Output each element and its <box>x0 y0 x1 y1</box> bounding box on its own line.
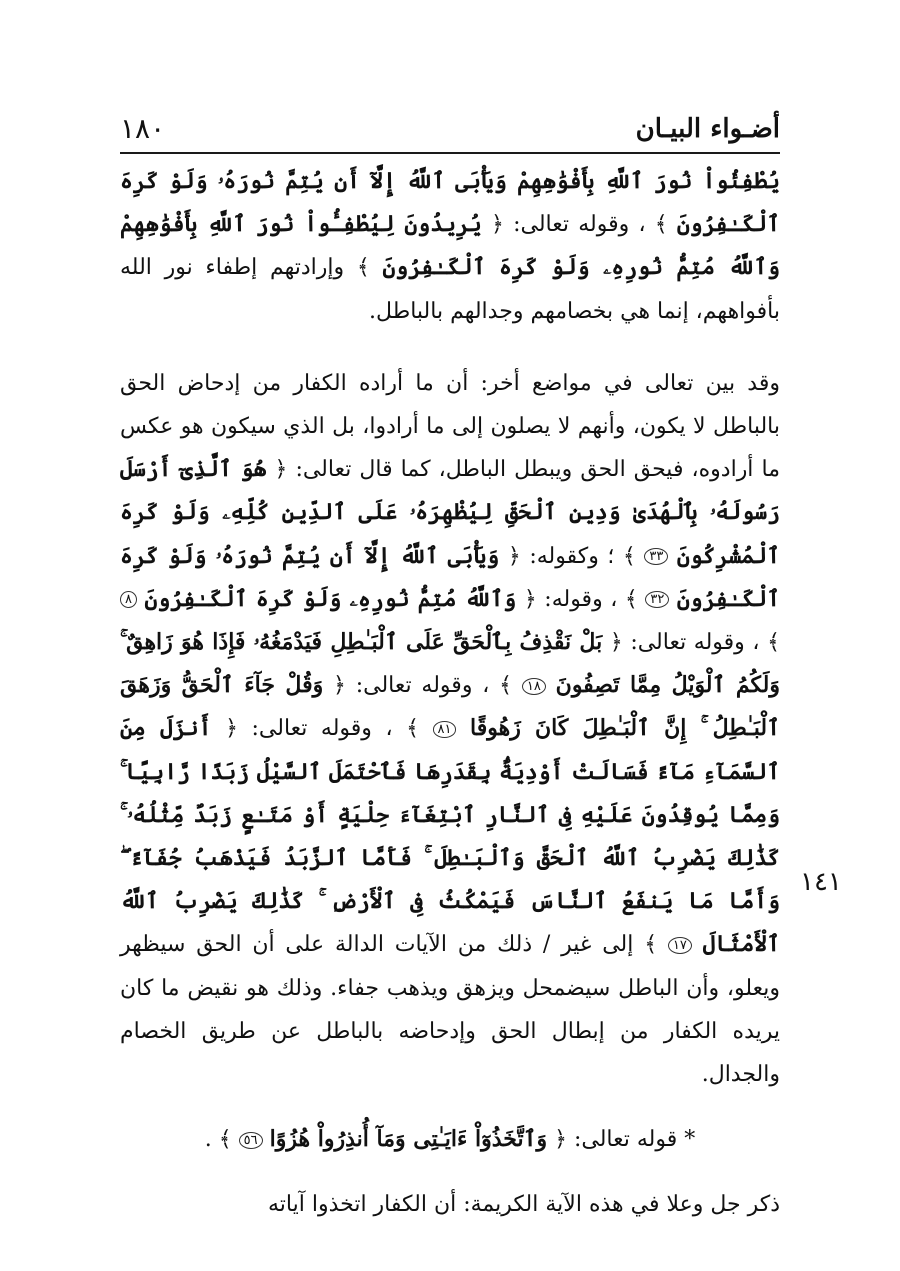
page-number: ١٨٠ <box>120 112 166 145</box>
asterisk-marker: * <box>684 1127 696 1153</box>
quran-verse: أَنزَلَ مِنَ ٱلسَّمَآءِ مَآءً فَسَالَتْ أَوْدِيَةٌۢ بِقَدَرِهَا فَٱحْتَمَلَ ٱلسَّيْلُ زَبَدًا رَّابِيًا ۚ وَمِمَّا يُوقِدُونَ عَلَيْهِ فِى ٱلنَّارِ ٱبْتِغَآءَ حِلْيَةٍ أَوْ مَتَـٰعٍ زَبَدٌ مِّثْلُهُۥ ۚ كَذَٰلِكَ يَضْرِبُ ٱللَّهُ ٱلْحَقَّ وَٱلْبَـٰطِلَ ۚ فَأَمَّا ٱلزَّبَدُ فَيَذْهَبُ جُفَآءً ۖ وَأَمَّا مَا يَنفَعُ ٱلنَّاسَ فَيَمْكُثُ فِى ٱلْأَرْضِ ۚ كَذَٰلِكَ يَضْرِبُ ٱللَّهُ ٱلْأَمْثَالَ <box>120 715 781 958</box>
ornate-bracket-open: ﴿ <box>225 716 238 742</box>
connective-text: ، وقوله: <box>544 586 618 612</box>
quran-verse: هُوَ ٱلَّذِىٓ أَرْسَلَ رَسُولَهُۥ بِٱلْهُدَىٰ وَدِينِ ٱلْحَقِّ لِيُظْهِرَهُۥ عَلَى ٱلدِّينِ كُلِّهِۦ وَلَوْ كَرِهَ ٱلْمُشْرِكُونَ <box>120 456 780 569</box>
paragraph-1 <box>120 160 780 333</box>
connective-text: ، وقوله تعالى: <box>251 716 393 742</box>
ornate-bracket-close: ﴾ <box>499 673 513 699</box>
ornate-bracket-open: ﴿ <box>554 1127 567 1153</box>
verse-number-marker: ١٨ <box>522 678 546 695</box>
paragraph-text: إلى غير / ذلك من الآيات الدالة على أن الحق سيظهر ويعلو، وأن الباطل سيضمحل ويزهق ويذهب جفاء. وذلك هو نقيض ما كان يريده الكفار من إبطال الحق وإدحاضه بالباطل عن طريق الخصام والجدال. <box>120 932 780 1088</box>
punctuation: ، <box>638 212 646 238</box>
margin-page-reference: ١٤١ <box>800 867 842 897</box>
verse-number-marker: ٨١ <box>433 721 457 738</box>
quran-verse: وَيَأْبَى ٱللَّهُ إِلَّآ أَن يُتِمَّ نُورَهُۥ وَلَوْ كَرِهَ ٱلْكَـٰفِرُونَ <box>120 542 781 612</box>
ornate-bracket-close: ﴾ <box>654 212 668 238</box>
ornate-bracket-close: ﴾ <box>644 932 658 958</box>
verse-number-marker: ٨ <box>120 591 137 608</box>
verse-number-marker: ٣٢ <box>645 591 669 608</box>
ornate-bracket-open: ﴿ <box>523 586 537 612</box>
running-header <box>120 108 780 154</box>
paragraph-gap <box>120 1161 780 1183</box>
ornate-bracket-open: ﴿ <box>274 457 288 483</box>
quran-verse: وَقُلْ جَآءَ ٱلْحَقُّ وَزَهَقَ ٱلْبَـٰطِلُ ۚ إِنَّ ٱلْبَـٰطِلَ كَانَ زَهُوقًا <box>120 672 780 742</box>
paragraph-3-heading <box>120 1118 780 1161</box>
punctuation: . <box>204 1127 212 1153</box>
quran-verse: يُرِيدُونَ لِيُطْفِـُٔواْ نُورَ ٱللَّهِ بِأَفْوَٰهِهِمْ وَٱللَّهُ مُتِمُّ نُورِهِۦ وَلَوْ كَرِهَ ٱلْكَـٰفِرُونَ <box>120 211 780 281</box>
body-text <box>120 160 780 1227</box>
quran-verse: يُطْفِئُواْ نُورَ ٱللَّهِ بِأَفْوَٰهِهِمْ وَيَأْبَى ٱللَّهُ إِلَّآ أَن يُتِمَّ نُورَهُۥ وَلَوْ كَرِهَ ٱلْكَـٰفِرُونَ <box>120 168 780 238</box>
ornate-bracket-close: ﴾ <box>218 1127 232 1153</box>
verse-number-marker: ١٧ <box>668 937 692 954</box>
connective-text: ؛ وكقوله: <box>529 543 615 569</box>
ornate-bracket-open: ﴿ <box>333 673 346 699</box>
paragraph-4 <box>120 1183 780 1226</box>
verse-intro: وقوله تعالى: <box>513 212 630 238</box>
quran-verse: بَلْ نَقْذِفُ بِٱلْحَقِّ عَلَى ٱلْبَـٰطِلِ فَيَدْمَغُهُۥ فَإِذَا هُوَ زَاهِقٌ ۚ وَلَكُمُ ٱلْوَيْلُ مِمَّا تَصِفُونَ <box>120 629 780 699</box>
ornate-bracket-open: ﴿ <box>491 212 504 238</box>
verse-number-marker: ٥٦ <box>239 1132 263 1149</box>
ornate-bracket-close: ﴾ <box>624 586 638 612</box>
ornate-bracket-close: ﴾ <box>356 255 370 281</box>
paragraph-gap <box>120 333 780 362</box>
paragraph-text: وإرادتهم إطفاء نور الله بأفواههم، إنما هي بخصامهم وجدالهم بالباطل. <box>120 255 780 324</box>
verse-intro: قوله تعالى: <box>573 1127 678 1153</box>
verse-number-marker: ٣٣ <box>644 548 668 565</box>
ornate-bracket-open: ﴿ <box>507 543 521 569</box>
paragraph-2 <box>120 362 780 1096</box>
ornate-bracket-close: ﴾ <box>406 716 419 742</box>
paragraph-text: وقد بين تعالى في مواضع أخر: أن ما أراده الكفار من إدحاض الحق بالباطل لا يكون، وأنهم لا يصلون إلى ما أرادوا، بل الذي سيكون هو عكس ما أرادوه، فيحق الحق ويبطل الباطل، كما قال تعالى: <box>120 370 780 483</box>
ornate-bracket-close: ﴾ <box>622 543 636 569</box>
paragraph-text: ذكر جل وعلا في هذه الآية الكريمة: أن الكفار اتخذوا آياته <box>267 1192 780 1218</box>
connective-text: ، وقوله تعالى: <box>630 630 760 656</box>
connective-text: ، وقوله تعالى: <box>355 673 490 699</box>
paragraph-gap <box>120 1096 780 1118</box>
ornate-bracket-close: ﴾ <box>767 630 781 656</box>
ornate-bracket-open: ﴿ <box>609 630 623 656</box>
quran-verse: وَٱللَّهُ مُتِمُّ نُورِهِۦ وَلَوْ كَرِهَ ٱلْكَـٰفِرُونَ <box>144 585 517 612</box>
quran-verse: وَٱتَّخَذُوٓاْ ءَايَـٰتِى وَمَآ أُنذِرُواْ هُزُوًا <box>269 1126 548 1153</box>
running-title: أضـواء البيـان <box>635 114 780 144</box>
